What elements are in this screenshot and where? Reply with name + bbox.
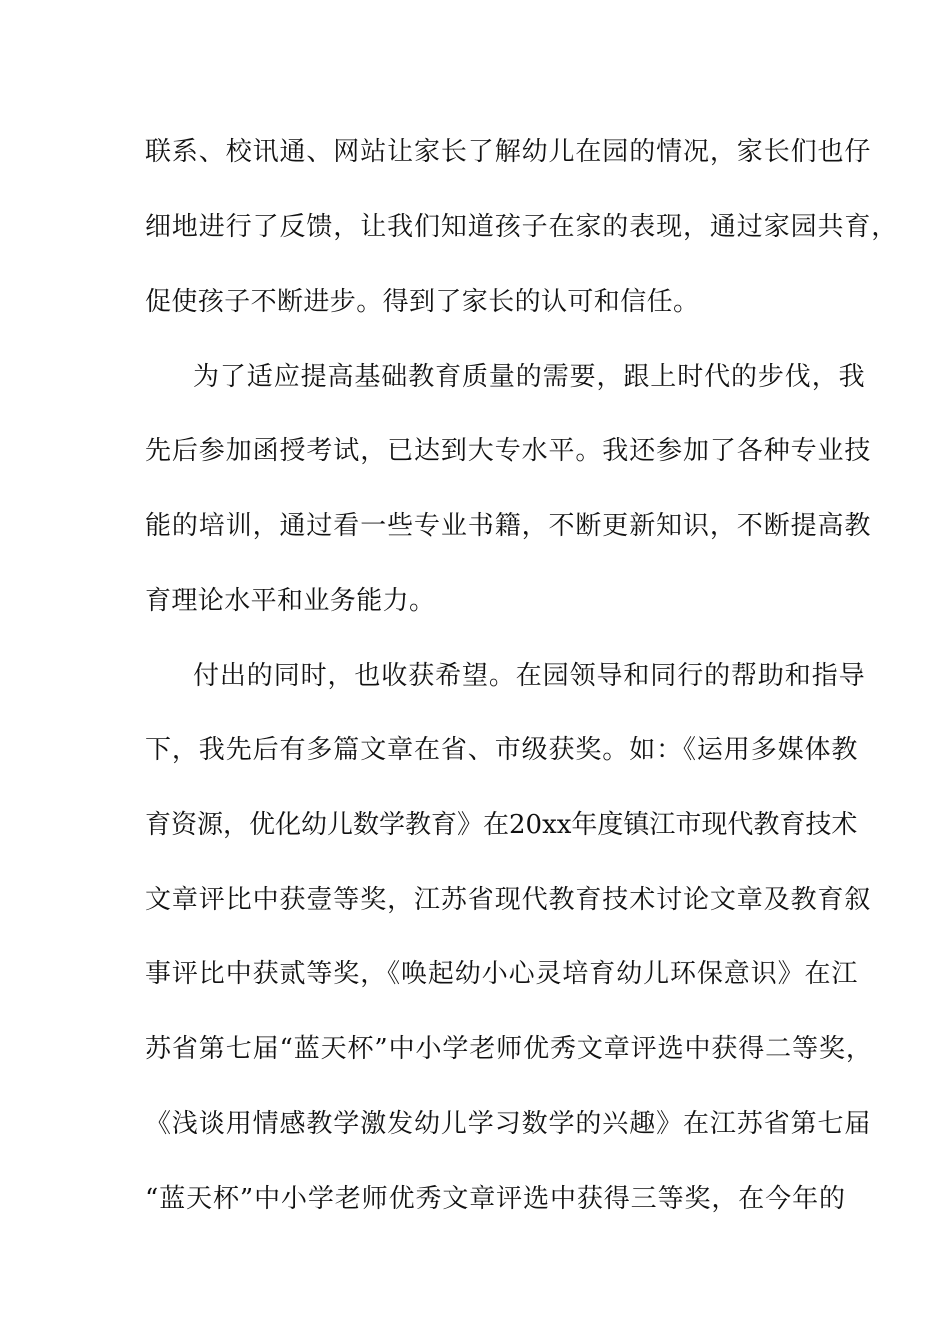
text-line: 文章评比中获壹等奖，江苏省现代教育技术讨论文章及教育叙 xyxy=(145,885,872,915)
text-line: 育资源，优化幼儿数学教育》在20xx年度镇江市现代教育技术 xyxy=(145,810,858,840)
text-line: 促使孩子不断进步。得到了家长的认可和信任。 xyxy=(145,287,700,317)
text-line: 育理论水平和业务能力。 xyxy=(145,586,436,616)
text-line: 能的培训，通过看一些专业书籍，不断更新知识，不断提高教 xyxy=(145,511,872,541)
text-line: 先后参加函授考试，已达到大专水平。我还参加了各种专业技 xyxy=(145,436,872,466)
text-line: 细地进行了反馈，让我们知道孩子在家的表现，通过家园共育， xyxy=(145,212,899,242)
text-line: 事评比中获贰等奖，《唤起幼小心灵培育幼儿环保意识》在江 xyxy=(145,959,859,989)
paragraph-start-line: 为了适应提高基础教育质量的需要，跟上时代的步伐，我 xyxy=(193,362,866,392)
text-line: 《浅谈用情感教学激发幼儿学习数学的兴趣》在江苏省第七届 xyxy=(145,1109,872,1139)
text-line: 苏省第七届“蓝天杯”中小学老师优秀文章评选中获得二等奖， xyxy=(145,1034,873,1064)
text-line: 下，我先后有多篇文章在省、市级获奖。如：《运用多媒体教 xyxy=(145,735,859,765)
paragraph-start-line: 付出的同时，也收获希望。在园领导和同行的帮助和指导 xyxy=(193,661,866,691)
text-line: “蓝天杯”中小学老师优秀文章评选中获得三等奖，在今年的 xyxy=(145,1184,846,1214)
text-line: 联系、校讯通、网站让家长了解幼儿在园的情况，家长们也仔 xyxy=(145,137,872,167)
